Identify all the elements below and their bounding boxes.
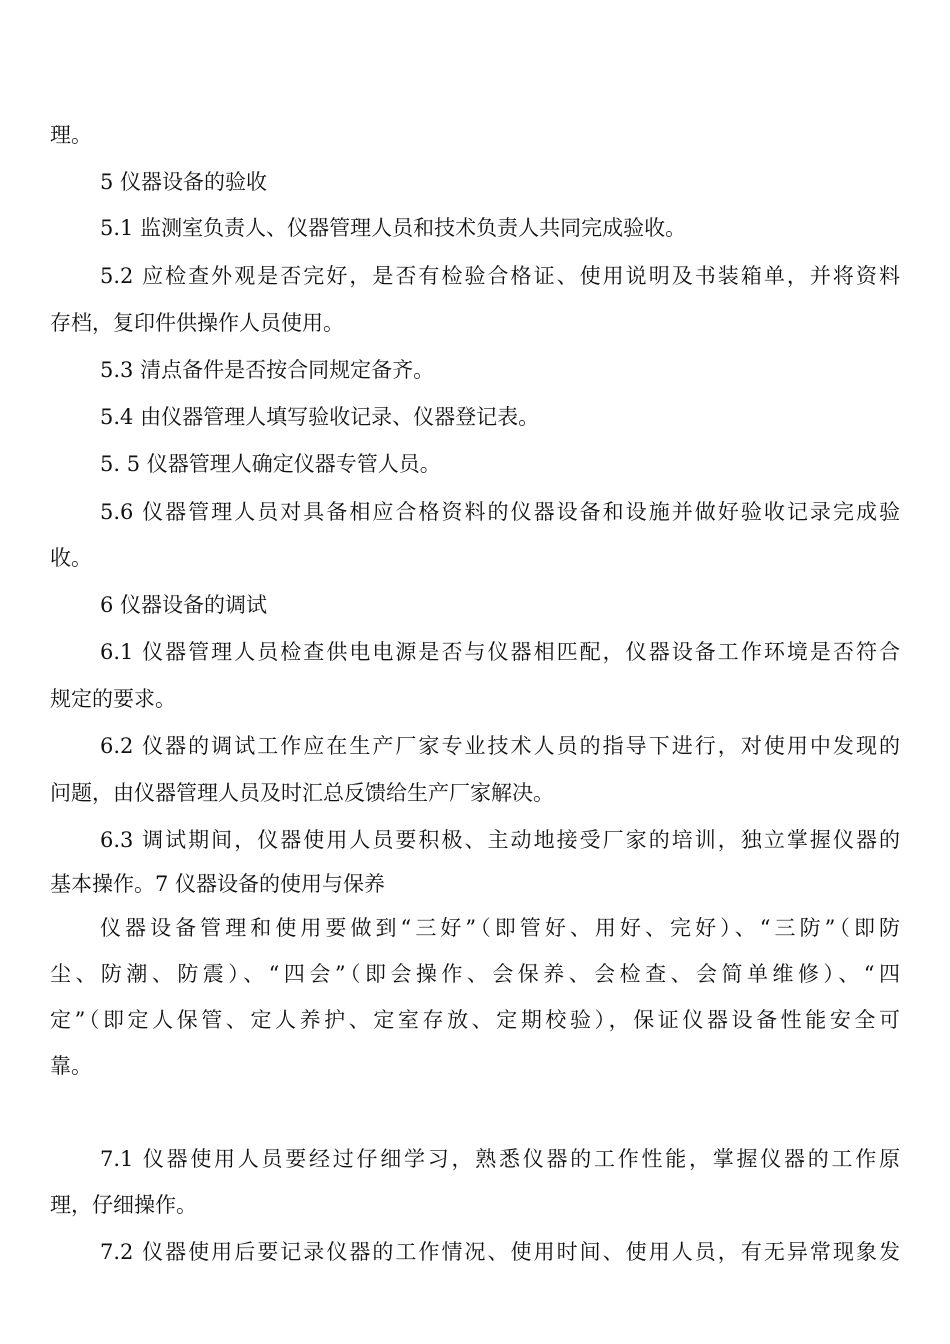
text-line: 7.1 仪器使用人员要经过仔细学习，熟悉仪器的工作性能，掌握仪器的工作原 [100, 1147, 900, 1171]
text-line: 收。 [50, 546, 92, 570]
text-line: 基本操作。7 仪器设备的使用与保养 [50, 872, 386, 896]
text-line: 6.3 调试期间，仪器使用人员要积极、主动地接受厂家的培训，独立掌握仪器的 [100, 828, 900, 852]
text-line: 尘、防潮、防震）、“四会”（即会操作、会保养、会检查、会简单维修）、“四 [50, 962, 900, 986]
text-line: 5. 5 仪器管理人确定仪器专管人员。 [100, 452, 441, 476]
text-line: 仪器设备管理和使用要做到“三好”（即管好、用好、完好）、“三防”（即防 [100, 916, 900, 940]
text-line: 理。 [50, 123, 92, 147]
text-line: 靠。 [50, 1054, 92, 1078]
text-line: 5.1 监测室负责人、仪器管理人员和技术负责人共同完成验收。 [100, 216, 687, 240]
text-line: 5.3 清点备件是否按合同规定备齐。 [100, 358, 435, 382]
text-line: 理，仔细操作。 [50, 1193, 197, 1217]
section-heading: 5 仪器设备的验收 [100, 170, 268, 194]
text-line: 7.2 仪器使用后要记录仪器的工作情况、使用时间、使用人员，有无异常现象发 [100, 1240, 900, 1264]
text-line: 存档，复印件供操作人员使用。 [50, 311, 344, 335]
text-line: 定”（即定人保管、定人养护、定室存放、定期校验），保证仪器设备性能安全可 [50, 1008, 900, 1032]
text-line: 5.2 应检查外观是否完好，是否有检验合格证、使用说明及书装箱单，并将资料 [100, 264, 900, 288]
section-heading: 6 仪器设备的调试 [100, 593, 268, 617]
text-line: 问题，由仪器管理人员及时汇总反馈给生产厂家解决。 [50, 781, 554, 805]
text-line: 5.6 仪器管理人员对具备相应合格资料的仪器设备和设施并做好验收记录完成验 [100, 500, 900, 524]
text-line: 6.1 仪器管理人员检查供电电源是否与仪器相匹配，仪器设备工作环境是否符合 [100, 640, 900, 664]
text-line: 6.2 仪器的调试工作应在生产厂家专业技术人员的指导下进行，对使用中发现的 [100, 734, 900, 758]
text-line: 5.4 由仪器管理人填写验收记录、仪器登记表。 [100, 405, 540, 429]
text-line: 规定的要求。 [50, 687, 176, 711]
